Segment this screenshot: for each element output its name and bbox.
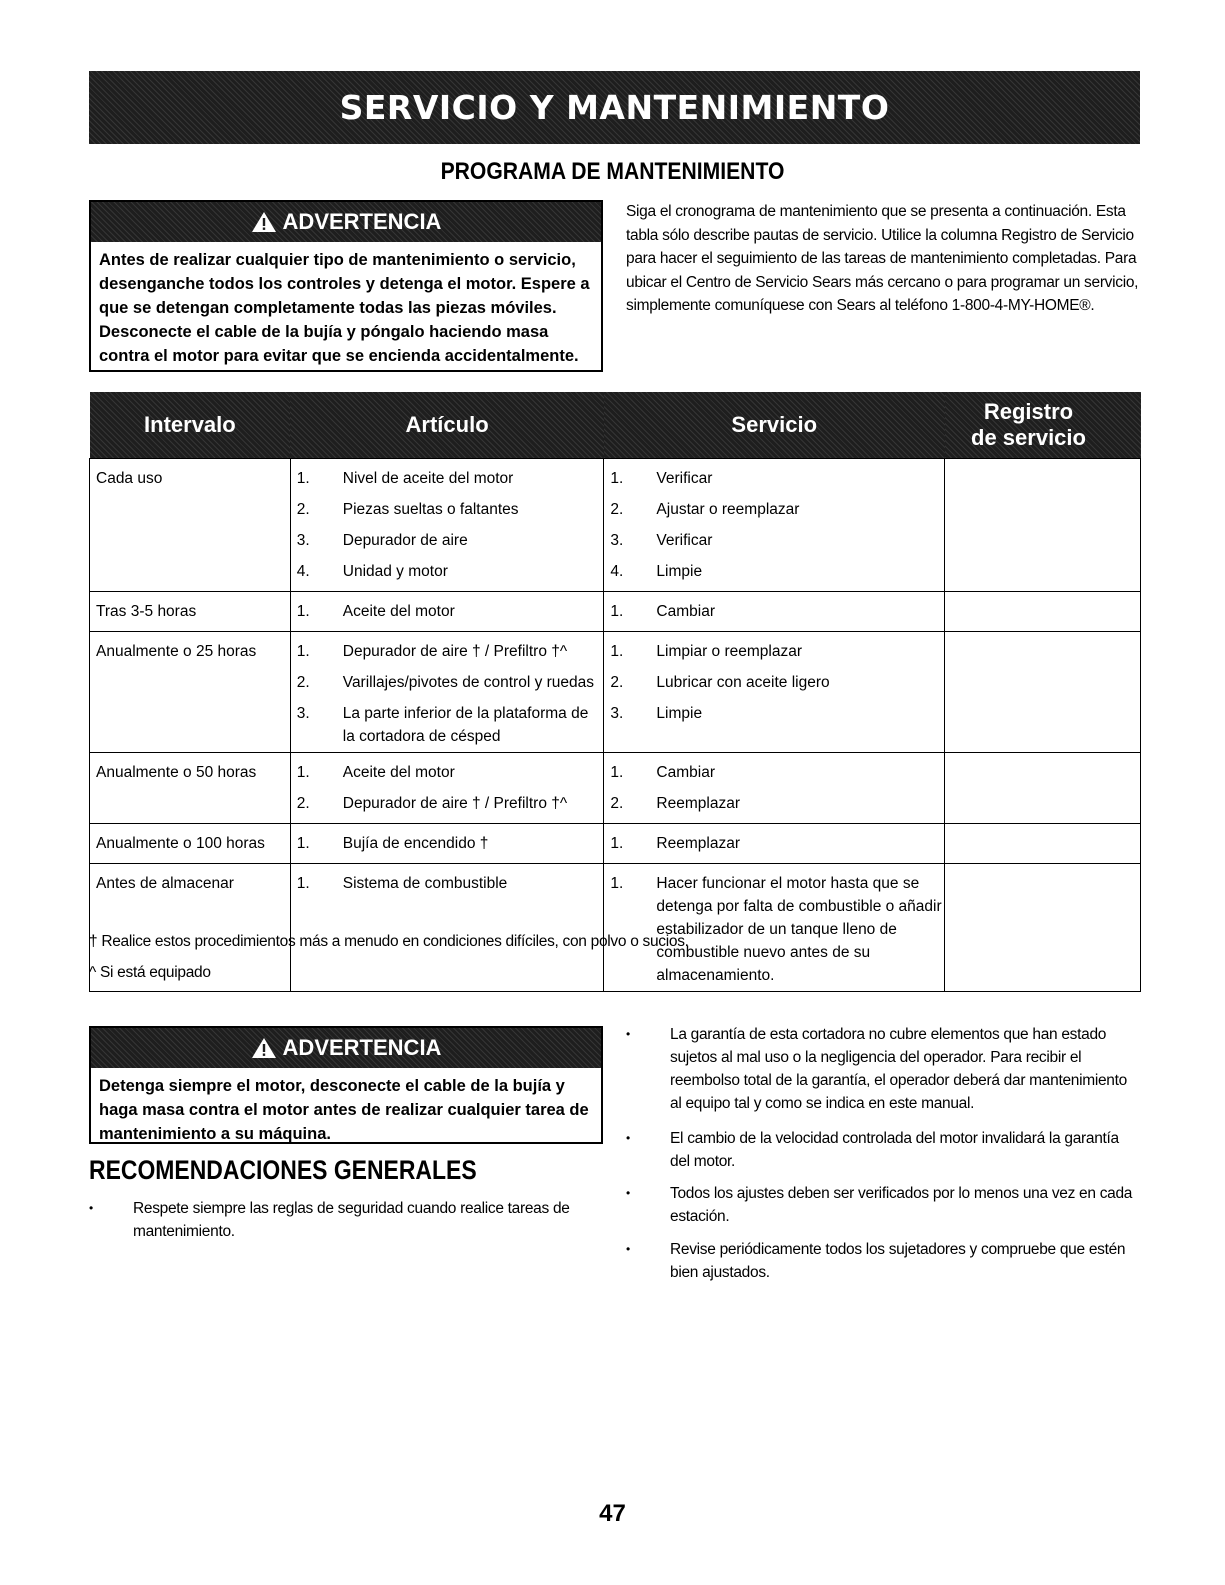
entry-text: Limpie	[656, 563, 703, 580]
table-row	[90, 459, 1141, 592]
cell-item-list	[290, 864, 604, 992]
list-item	[626, 1023, 1141, 1115]
entry-number: 1.	[610, 643, 624, 660]
entry-number: 1.	[296, 643, 310, 660]
service-entry	[610, 667, 944, 698]
interval-text: Antes de almacenar	[96, 875, 234, 892]
item-entry	[297, 463, 604, 494]
entry-text: Varillajes/pivotes de control y ruedas	[342, 674, 595, 691]
entry-number: 2.	[610, 795, 624, 812]
entry-number: 4.	[610, 563, 624, 580]
warning-box-top	[89, 200, 603, 372]
entry-text: Limpiar o reemplazar	[656, 643, 803, 660]
warning-box-bottom	[89, 1026, 603, 1144]
entry-number: 2.	[610, 674, 624, 691]
entry-number: 1.	[610, 764, 624, 781]
entry-number: 3.	[610, 705, 624, 722]
table-row	[90, 824, 1141, 864]
entry-text: Ajustar o reemplazar	[656, 501, 800, 518]
entry-text: Lubricar con aceite ligero	[656, 674, 830, 691]
cell-service-list	[604, 592, 945, 632]
service-entry	[610, 757, 944, 788]
service-entry	[610, 525, 944, 556]
entry-number: 3.	[610, 532, 624, 549]
entry-number: 1.	[296, 835, 310, 852]
entry-text: Depurador de aire	[342, 532, 468, 549]
service-entry	[610, 463, 944, 494]
list-item	[626, 1127, 1141, 1173]
entry-number: 2.	[296, 501, 310, 518]
entry-number: 1.	[296, 764, 310, 781]
header-articulo: Artículo	[290, 392, 604, 459]
service-entry	[610, 828, 944, 859]
warning-header	[91, 202, 601, 242]
entry-number: 1.	[296, 875, 310, 892]
entry-text: Reemplazar	[656, 795, 740, 812]
interval-text: Anualmente o 50 horas	[96, 764, 257, 781]
entry-text: Limpie	[656, 705, 703, 722]
warning-header-2	[91, 1028, 601, 1068]
cell-interval	[90, 459, 291, 592]
item-entry	[297, 828, 604, 859]
cell-interval	[90, 632, 291, 753]
warning-heading-2: ADVERTENCIA	[282, 1035, 442, 1060]
list-item	[89, 1197, 589, 1243]
bullet-icon: •	[626, 1242, 630, 1256]
entry-text: Reemplazar	[656, 835, 740, 852]
footnote-caret: ^ Si está equipado	[89, 964, 211, 981]
cell-service-list	[604, 632, 945, 753]
cell-service-list	[604, 753, 945, 824]
intro-paragraph: Siga el cronograma de mantenimiento que se presenta a continuación. Esta tabla sólo describe pautas de servicio. Utilice la columna Registro de Servicio para hacer el seguimiento de las tareas de mantenimiento completadas. Para ubicar el Centro de Servicio Sears más cercano o para programar un servicio, simplemente comuníquese con Sears al teléfono 1-800-4-MY-HOME®.	[626, 203, 1139, 314]
list-item	[626, 1182, 1141, 1228]
cell-interval	[90, 824, 291, 864]
section-title: RECOMENDACIONES GENERALES	[89, 1155, 477, 1185]
table-header-row	[90, 392, 1141, 459]
cell-service-record[interactable]	[945, 824, 1141, 864]
item-entry	[297, 525, 604, 556]
entry-number: 2.	[610, 501, 624, 518]
item-entry	[297, 788, 604, 819]
entry-number: 3.	[296, 705, 310, 722]
warning-triangle-icon	[251, 1037, 277, 1059]
item-entry	[297, 556, 604, 587]
cell-item-list	[290, 459, 604, 592]
cell-interval	[90, 753, 291, 824]
warning-heading: ADVERTENCIA	[282, 209, 442, 234]
bullet-text: Todos los ajustes deben ser verificados por lo menos una vez en cada estación.	[670, 1185, 1133, 1225]
bullet-text: El cambio de la velocidad controlada del motor invalidará la garantía del motor.	[670, 1130, 1119, 1170]
cell-service-record[interactable]	[945, 592, 1141, 632]
cell-item-list	[290, 824, 604, 864]
entry-number: 4.	[296, 563, 310, 580]
maintenance-schedule-table	[89, 392, 1141, 992]
entry-text: Verificar	[656, 532, 713, 549]
header-intervalo: Intervalo	[90, 392, 291, 459]
header-registro-label: Registro de servicio	[971, 399, 1086, 450]
table-row	[90, 864, 1141, 992]
cell-item-list	[290, 592, 604, 632]
service-entry	[610, 494, 944, 525]
entry-text: Hacer funcionar el motor hasta que se detenga por falta de combustible o añadir estabilizador de un tanque lleno de combustible nuevo antes de su almacenamiento.	[656, 875, 942, 984]
entry-text: Depurador de aire † / Prefiltro †^	[342, 643, 568, 660]
cell-service-record[interactable]	[945, 632, 1141, 753]
entry-number: 1.	[610, 470, 624, 487]
entry-text: Bujía de encendido †	[342, 835, 489, 852]
entry-text: Depurador de aire † / Prefiltro †^	[342, 795, 568, 812]
bullet-icon: •	[626, 1027, 630, 1041]
header-servicio: Servicio	[604, 392, 945, 459]
entry-number: 1.	[296, 470, 310, 487]
entry-text: Aceite del motor	[342, 603, 455, 620]
entry-number: 2.	[296, 795, 310, 812]
entry-text: Cambiar	[656, 764, 715, 781]
item-entry	[297, 868, 604, 899]
cell-item-list	[290, 632, 604, 753]
table-row	[90, 592, 1141, 632]
entry-number: 1.	[296, 603, 310, 620]
cell-service-record[interactable]	[945, 459, 1141, 592]
item-entry	[297, 698, 604, 748]
entry-number: 1.	[610, 875, 624, 892]
entry-text: Sistema de combustible	[342, 875, 508, 892]
entry-text: Cambiar	[656, 603, 715, 620]
bullet-icon: •	[626, 1131, 630, 1145]
item-entry	[297, 494, 604, 525]
cell-service-list	[604, 864, 945, 992]
entry-text: La parte inferior de la plataforma de la cortadora de césped	[342, 705, 589, 745]
bullet-text: La garantía de esta cortadora no cubre elementos que han estado sujetos al mal uso o la negligencia del operador. Para recibir el reembolso total de la garantía, el operador deberá dar mantenimiento al equipo tal y como se indica en este manual.	[670, 1026, 1127, 1112]
bullet-icon: •	[626, 1186, 630, 1200]
entry-text: Verificar	[656, 470, 713, 487]
interval-text: Anualmente o 100 horas	[96, 835, 265, 852]
entry-number: 2.	[296, 674, 310, 691]
cell-service-record[interactable]	[945, 864, 1141, 992]
cell-service-list	[604, 824, 945, 864]
item-entry	[297, 596, 604, 627]
item-entry	[297, 636, 604, 667]
header-registro	[945, 392, 1141, 459]
entry-text: Piezas sueltas o faltantes	[342, 501, 519, 518]
cell-item-list	[290, 753, 604, 824]
entry-text: Aceite del motor	[342, 764, 455, 781]
entry-number: 1.	[610, 603, 624, 620]
page-number: 47	[599, 1500, 626, 1527]
service-entry	[610, 556, 944, 587]
cell-service-list	[604, 459, 945, 592]
service-entry	[610, 636, 944, 667]
entry-number: 1.	[610, 835, 624, 852]
service-entry	[610, 788, 944, 819]
service-entry	[610, 596, 944, 627]
service-entry	[610, 698, 944, 729]
interval-text: Tras 3-5 horas	[96, 603, 197, 620]
interval-text: Cada uso	[96, 470, 163, 487]
cell-interval	[90, 592, 291, 632]
entry-text: Nivel de aceite del motor	[342, 470, 514, 487]
entry-text: Unidad y motor	[342, 563, 448, 580]
list-item	[626, 1238, 1141, 1284]
warning-triangle-icon	[251, 211, 277, 233]
item-entry	[297, 667, 604, 698]
item-entry	[297, 757, 604, 788]
bullet-text: Respete siempre las reglas de seguridad cuando realice tareas de mantenimiento.	[133, 1200, 570, 1240]
entry-number: 3.	[296, 532, 310, 549]
warning-text: Antes de realizar cualquier tipo de mantenimiento o servicio, desenganche todos los controles y detenga el motor. Espere a que se detengan completamente todas las piezas móviles. Desconecte el cable de la bujía y póngalo haciendo masa contra el motor para evitar que se encienda accidentalmente.	[99, 251, 590, 365]
table-row	[90, 753, 1141, 824]
warning-text-2: Detenga siempre el motor, desconecte el cable de la bujía y haga masa contra el motor antes de realizar cualquier tarea de mantenimiento a su máquina.	[99, 1077, 589, 1143]
bullet-icon: •	[89, 1201, 93, 1215]
interval-text: Anualmente o 25 horas	[96, 643, 257, 660]
cell-service-record[interactable]	[945, 753, 1141, 824]
page-subtitle: PROGRAMA DE MANTENIMIENTO	[440, 158, 785, 185]
service-entry	[610, 868, 944, 987]
table-row	[90, 632, 1141, 753]
section-banner: SERVICIO Y MANTENIMIENTO	[89, 71, 1140, 144]
footnote-dagger: † Realice estos procedimientos más a menudo en condiciones difíciles, con polvo o sucios.	[89, 933, 689, 950]
bullet-text: Revise periódicamente todos los sujetadores y compruebe que estén bien ajustados.	[670, 1241, 1126, 1281]
